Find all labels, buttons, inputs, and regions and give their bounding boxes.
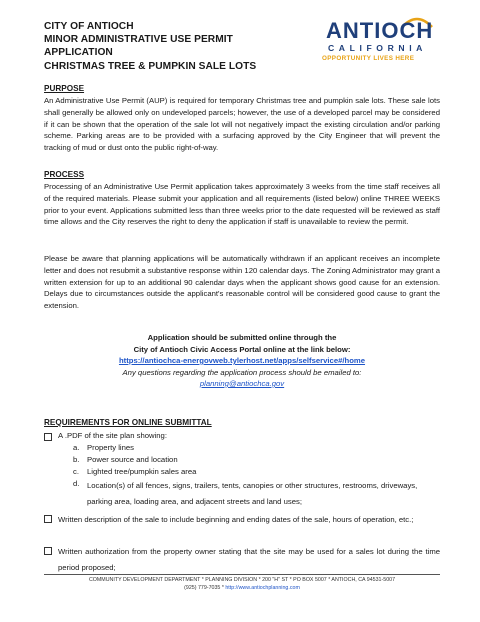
header-form-title: MINOR ADMINISTRATIVE USE PERMIT APPLICATION [44, 34, 233, 59]
list-item-text: Location(s) of all fences, signs, trailers, tents, canopies or other structures, restrooms, driveways, parking area, loading area, and adjacent streets and land uses; [87, 481, 418, 506]
planning-email-link[interactable]: planning@antiochca.gov [199, 379, 285, 388]
list-letter: a. [73, 443, 80, 452]
requirement-label: Written authorization from the property owner stating that the site may be used for a sales lot during the time period proposed; [58, 547, 440, 572]
list-letter: b. [73, 455, 80, 464]
withdrawal-text: Please be aware that planning applications will be automatically withdrawn if an applicant receives an incomplete letter and does not resubmit a substantive response within 120 calendar days. The Zoning Administrator may grant a written extension for up to an additional 90 calendar days when the applicant shows good cause for an extension. Delays due to circumstances outside the applicant's reasonable control will be considered good cause to grant the extension. [44, 254, 440, 311]
footer-contact [44, 584, 440, 592]
list-item-text: Property lines [87, 443, 134, 452]
requirement-label: A .PDF of the site plan showing: [58, 431, 167, 440]
footer-divider [44, 574, 440, 575]
list-letter: d. [73, 479, 80, 488]
purpose-heading: PURPOSE [44, 84, 85, 93]
footer-website-link[interactable]: http://www.antiochplanning.com [225, 585, 300, 591]
submission-line-2: City of Antioch Civic Access Portal online at the link below: [133, 344, 351, 354]
list-letter: c. [73, 467, 79, 476]
purpose-text: An Administrative Use Permit (AUP) is required for temporary Christmas tree and pumpkin sale lots. These sale lots shall generally be allowed only on undeveloped parcels; however, the use of a developed parcel may be considered if it can be shown that the operation of the sale lot will not negatively impact the existing circulation and/or parking scheme. Parking areas are to be provided with a surfacing approved by the City Engineer that will prevent the tracking of mud or dust onto the public right-of-way. [44, 96, 440, 153]
checkbox-icon[interactable] [44, 547, 52, 555]
process-heading: PROCESS [44, 170, 85, 179]
portal-link[interactable]: https://antiochca-energovweb.tylerhost.net/apps/selfservice#/home [118, 356, 366, 365]
page-footer [44, 576, 440, 592]
document-header [44, 20, 304, 73]
logo-tagline: OPPORTUNITY LIVES HERE [322, 55, 415, 62]
requirements-heading: REQUIREMENTS FOR ONLINE SUBMITTAL [44, 418, 212, 427]
submission-line-1: Application should be submitted online through the [147, 333, 337, 342]
list-item-text: Power source and location [87, 455, 178, 464]
submission-info [44, 332, 440, 390]
logo-state: CALIFORNIA [328, 43, 427, 53]
antioch-logo [318, 19, 442, 67]
header-subtitle: CHRISTMAS TREE & PUMPKIN SALE LOTS [44, 60, 257, 72]
footer-phone: (925) 779-7035 * [184, 585, 226, 591]
requirement-label: Written description of the sale to include beginning and ending dates of the sale, hours of operation, etc.; [58, 515, 414, 524]
list-item-text: Lighted tree/pumpkin sales area [87, 467, 197, 476]
logo-wordmark: ANTIOCH [326, 18, 434, 43]
process-text: Processing of an Administrative Use Permit application takes approximately 3 weeks from the time staff receives all of the required materials. Please submit your application and all requirements (listed below) online THREE WEEKS prior to your event. Applications submitted less than three weeks prior to the date requested will be reviewed as staff time allows and the City reserves the right to deny the application if staff is unavailable to review the permit. [44, 182, 440, 227]
questions-text: Any questions regarding the application process should be emailed to: [122, 367, 362, 377]
checkbox-icon[interactable] [44, 433, 52, 441]
footer-address: COMMUNITY DEVELOPMENT DEPARTMENT * PLANNING DIVISION * 200 "H" ST * PO BOX 5007 * ANTIOCH, CA 94531-5007 [88, 577, 396, 583]
checkbox-icon[interactable] [44, 515, 52, 523]
header-city: CITY OF ANTIOCH [44, 21, 134, 32]
